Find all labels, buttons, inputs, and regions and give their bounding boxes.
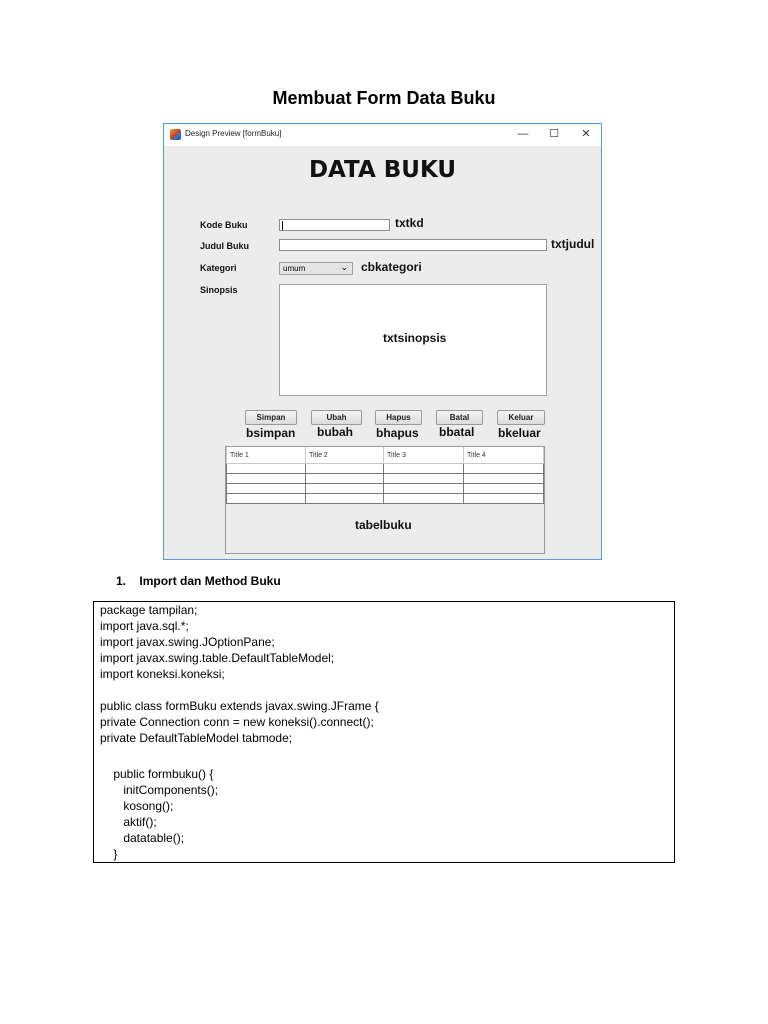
table-cell[interactable] [306,464,384,474]
code-line: initComponents(); [100,783,219,797]
table-cell[interactable] [384,484,464,494]
table-row[interactable] [227,464,544,474]
label-judul-buku: Judul Buku [200,241,249,251]
annotation-bsimpan: bsimpan [246,426,296,440]
code-line: public class formBuku extends javax.swing.JFrame { [100,699,379,713]
table-cell[interactable] [464,474,544,484]
code-line: private Connection conn = new koneksi().connect(); [100,715,374,729]
table-cell[interactable] [227,474,306,484]
code-line: aktif(); [100,815,157,829]
label-kode-buku: Kode Buku [200,220,248,230]
page-title: Membuat Form Data Buku [272,88,496,108]
table-cell[interactable] [464,464,544,474]
chevron-down-icon: ⌄ [340,262,348,272]
code-line: kosong(); [100,799,174,813]
table-cell[interactable] [384,464,464,474]
code-line: import koneksi.koneksi; [100,667,225,681]
maximize-icon[interactable]: ☐ [549,128,559,140]
kategori-selected-value: umum [283,264,306,273]
judul-buku-field[interactable] [279,239,547,251]
table-cell[interactable] [306,484,384,494]
column-header[interactable]: Title 1 [227,447,306,464]
kategori-combobox[interactable] [279,262,353,275]
label-kategori: Kategori [200,263,237,273]
code-line: datatable(); [100,831,185,845]
table-cell[interactable] [227,464,306,474]
table-header-row [227,447,544,464]
buku-table[interactable] [225,446,545,554]
table-cell[interactable] [464,494,544,504]
java-app-icon [170,129,181,140]
column-header[interactable]: Title 2 [306,447,384,464]
code-line: package tampilan; [100,603,198,617]
annotation-tabelbuku: tabelbuku [355,518,412,532]
table-cell[interactable] [464,484,544,494]
column-header[interactable]: Title 3 [384,447,464,464]
text-caret [282,221,283,230]
design-preview-window [163,123,602,560]
code-line: import java.sql.*; [100,619,189,633]
code-line: private DefaultTableModel tabmode; [100,731,293,745]
window-titlebar [164,124,601,146]
close-icon[interactable]: ✕ [581,128,591,140]
window-title: Design Preview [formBuku] [185,129,282,138]
annotation-txtjudul: txtjudul [551,237,595,251]
form-heading: DATA BUKU [308,157,457,183]
annotation-bubah: bubah [317,425,353,439]
table-cell[interactable] [227,494,306,504]
table-row[interactable] [227,474,544,484]
hapus-button[interactable]: Hapus [375,410,422,425]
ubah-button[interactable]: Ubah [311,410,362,425]
code-line: import javax.swing.JOptionPane; [100,635,275,649]
kode-buku-field[interactable] [279,219,390,231]
label-sinopsis: Sinopsis [200,285,238,295]
annotation-txtkd: txtkd [395,216,424,230]
annotation-cbkategori: cbkategori [361,260,422,274]
annotation-bbatal: bbatal [439,425,475,439]
annotation-bkeluar: bkeluar [498,426,541,440]
batal-button[interactable]: Batal [436,410,483,425]
table-cell[interactable] [306,474,384,484]
keluar-button[interactable]: Keluar [497,410,545,425]
annotation-bhapus: bhapus [376,426,419,440]
code-line: public formbuku() { [100,767,214,781]
section-number: 1. [116,574,127,588]
section-heading [116,574,281,588]
section-title: Import dan Method Buku [139,574,281,588]
code-block [93,601,675,863]
table-cell[interactable] [306,494,384,504]
annotation-txtsinopsis: txtsinopsis [383,331,447,345]
table-cell[interactable] [384,474,464,484]
table-grid [226,447,544,504]
minimize-icon[interactable]: — [517,128,529,140]
table-cell[interactable] [384,494,464,504]
table-cell[interactable] [227,484,306,494]
simpan-button[interactable]: Simpan [245,410,297,425]
code-line: } [100,847,118,861]
column-header[interactable]: Title 4 [464,447,544,464]
table-row[interactable] [227,494,544,504]
table-row[interactable] [227,484,544,494]
code-line: import javax.swing.table.DefaultTableModel; [100,651,335,665]
